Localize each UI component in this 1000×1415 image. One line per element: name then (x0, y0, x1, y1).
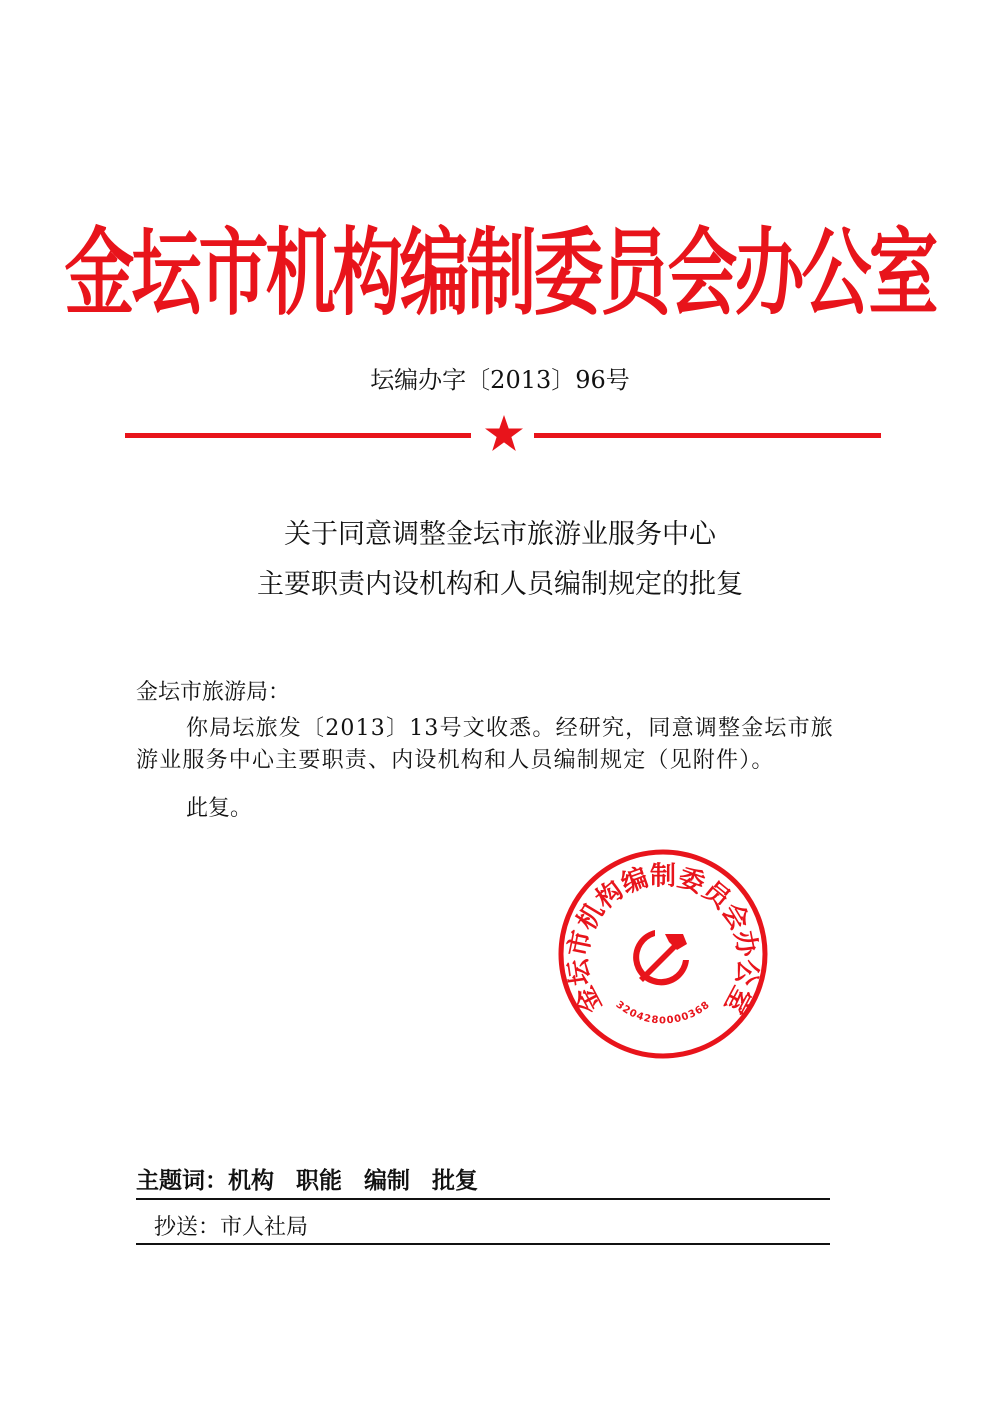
body-paragraph-line-1: 你局坛旅发〔2013〕13号文收悉。经研究，同意调整金坛市旅 (186, 716, 834, 741)
keyword-item: 机构 (228, 1168, 274, 1194)
red-rule-right (534, 433, 881, 438)
cc-line (154, 1211, 308, 1245)
star-icon (484, 414, 524, 452)
subject-line-1: 关于同意调整金坛市旅游业服务中心 (284, 519, 716, 550)
closing-remark: 此复。 (186, 796, 253, 821)
keyword-item: 编制 (364, 1168, 410, 1194)
seal-code: 3204280000368 (613, 999, 713, 1027)
keyword-item: 职能 (296, 1168, 342, 1194)
official-seal (557, 848, 769, 1060)
issuing-office-title: 金坛市机构编制委员会办公室 (64, 217, 936, 329)
keywords-label: 主题词： (136, 1168, 228, 1194)
subject-line-2: 主要职责内设机构和人员编制规定的批复 (257, 569, 743, 600)
red-rule-left (125, 433, 471, 438)
keyword-item: 批复 (432, 1168, 478, 1194)
footer-divider-top (136, 1198, 830, 1200)
cc-value: 市人社局 (220, 1215, 309, 1240)
footer-divider-bottom (136, 1243, 830, 1245)
document-number: 坛编办字〔2013〕96号 (370, 366, 630, 394)
body-paragraph-line-2: 游业服务中心主要职责、内设机构和人员编制规定（见附件）。 (136, 748, 775, 773)
seal-ring-text: 金坛市机构编制委员会办公室 (563, 861, 763, 1019)
addressee: 金坛市旅游局： (136, 680, 291, 705)
cc-label: 抄送： (154, 1215, 221, 1240)
subject-keywords (136, 1163, 478, 1199)
hammer-sickle-icon (633, 930, 689, 985)
